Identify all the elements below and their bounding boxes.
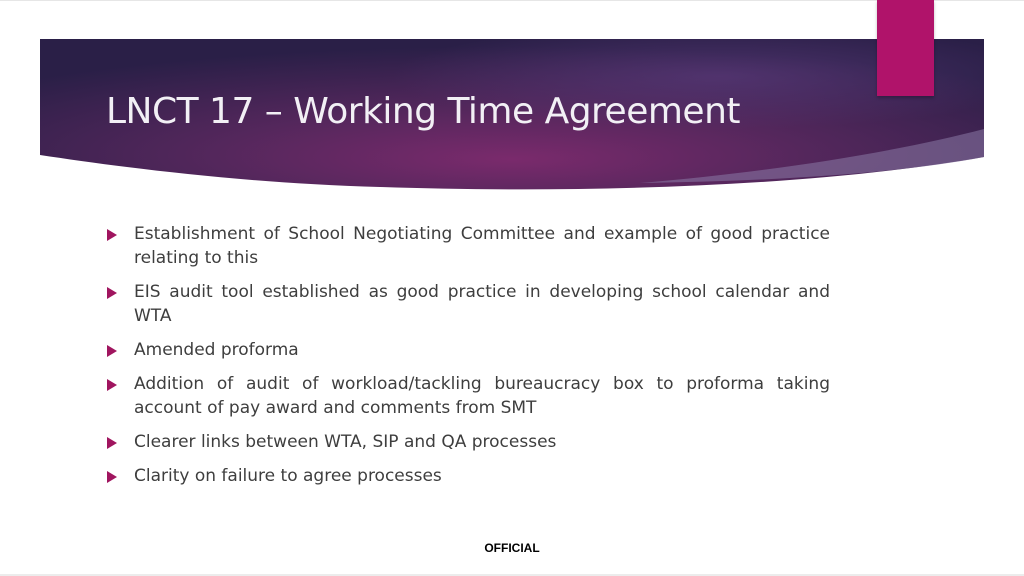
triangle-right-icon [106,464,134,488]
list-item [106,222,830,270]
bullet-list [106,222,830,498]
bullet-text: Amended proforma [134,340,299,360]
bullet-text: Establishment of School Negotiating Committee and example of good practice relating to this [134,224,830,268]
triangle-right-icon [106,222,134,246]
triangle-right-icon [106,338,134,362]
list-item [106,280,830,328]
bullet-text: EIS audit tool established as good practice in developing school calendar and WTA [134,282,830,326]
bullet-text: Clarity on failure to agree processes [134,466,442,486]
bullet-text: Addition of audit of workload/tackling bureaucracy box to proforma taking account of pay award and comments from SMT [134,374,830,418]
accent-tab [877,0,934,96]
triangle-right-icon [106,280,134,304]
triangle-right-icon [106,372,134,396]
slide-title: LNCT 17 – Working Time Agreement [106,91,741,132]
list-item [106,338,830,362]
list-item [106,464,830,488]
bullet-text: Clearer links between WTA, SIP and QA processes [134,432,557,452]
list-item [106,372,830,420]
list-item [106,430,830,454]
top-divider [0,0,1024,1]
triangle-right-icon [106,430,134,454]
classification-footer: OFFICIAL [484,541,540,555]
